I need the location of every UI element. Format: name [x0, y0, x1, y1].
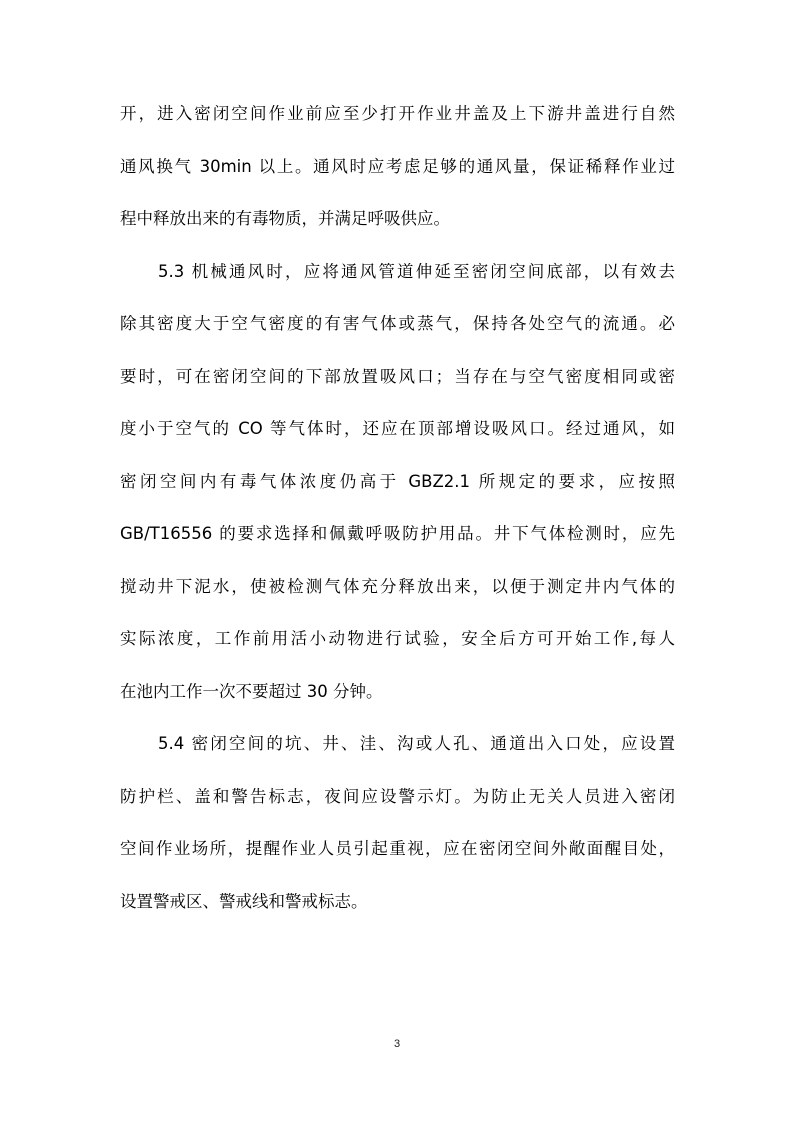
text-line: 在池内工作一次不要超过 30 分钟。 [120, 681, 383, 701]
text-line: 程中释放出来的有毒物质，并满足呼吸供应。 [120, 209, 450, 228]
text-line: 密闭空间内有毒气体浓度仍高于 GBZ2.1 所规定的要求，应按照 [120, 471, 675, 491]
text-line: 空间作业场所，提醒作业人员引起重视，应在密闭空间外敞面醒目处， [120, 839, 675, 858]
text-line: 搅动井下泥水，使被检测气体充分释放出来，以便于测定井内气体的 [120, 576, 675, 596]
text-line: 通风换气 30min 以上。通风时应考虑足够的通风量，保证稀释作业过 [120, 156, 675, 176]
text-line: 开，进入密闭空间作业前应至少打开作业井盖及上下游井盖进行自然 [120, 104, 675, 123]
text-line: 除其密度大于空气密度的有害气体或蒸气，保持各处空气的流通。必 [120, 314, 675, 333]
text-line: GB/T16556 的要求选择和佩戴呼吸防护用品。井下气体检测时，应先 [120, 524, 675, 543]
page-number: 3 [393, 1038, 401, 1050]
text-line: 5.3 机械通风时，应将通风管道伸延至密闭空间底部，以有效去 [158, 261, 675, 281]
paragraph-5-4 [120, 718, 675, 928]
paragraph-continuation [120, 88, 675, 246]
text-line: 5.4 密闭空间的坑、井、洼、沟或人孔、通道出入口处，应设置 [158, 734, 675, 753]
text-line: 设置警戒区、警戒线和警戒标志。 [120, 891, 368, 911]
text-line: 要时，可在密闭空间的下部放置吸风口；当存在与空气密度相同或密 [120, 366, 675, 386]
text-line: 度小于空气的 CO 等气体时，还应在顶部增设吸风口。经过通风，如 [120, 419, 675, 438]
text-line: 实际浓度，工作前用活小动物进行试验，安全后方可开始工作,每人 [120, 629, 675, 648]
body-text [120, 88, 675, 928]
paragraph-5-3 [120, 246, 675, 719]
text-line: 防护栏、盖和警告标志，夜间应设警示灯。为防止无关人员进入密闭 [120, 786, 675, 806]
